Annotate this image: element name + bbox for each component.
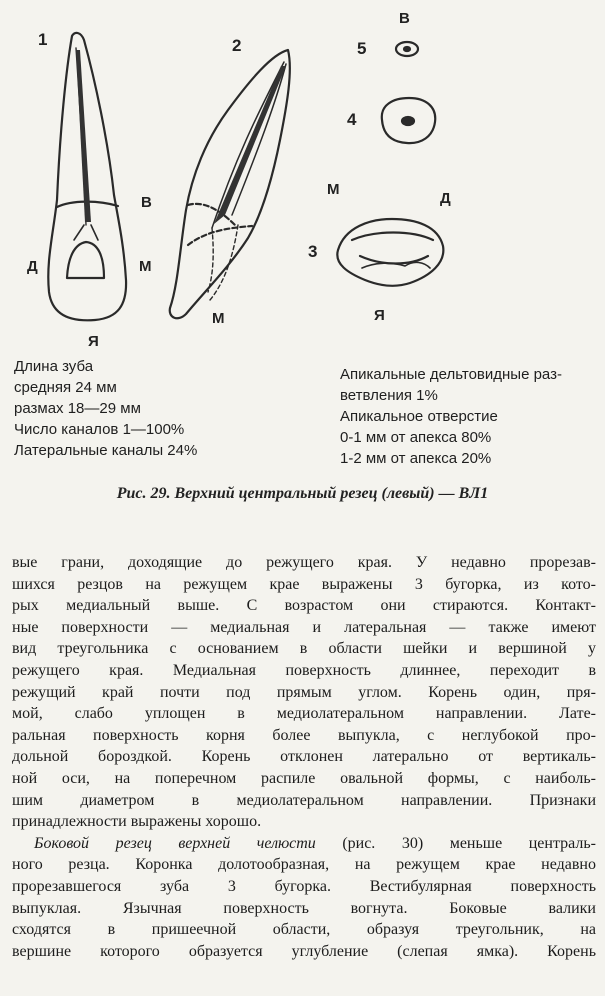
stat-line: Апикальные дельтовидные раз- (340, 366, 562, 383)
view2-canal-fill (214, 66, 286, 224)
text-line: шим диаметром в медиолатеральном направлении. Признаки (12, 791, 596, 809)
stat-line: 0-1 мм от апекса 80% (340, 429, 492, 446)
view-label-3: 3 (308, 242, 318, 261)
figure-caption: Рис. 29. Верхний центральный резец (левый) — ВЛ1 (116, 485, 489, 502)
view-label-1: 1 (38, 30, 48, 49)
view2-cej (188, 204, 236, 226)
text-line: вые грани, доходящие до режущего края. У недавно прорезав- (12, 554, 596, 571)
text-line: мой, слабо уплощен в медиолатеральном направлении. Лате- (12, 705, 596, 723)
section3-outer (337, 219, 443, 286)
stats-left (14, 356, 197, 461)
text-line: вершине которого образуется углубление (слепая ямка). Корень (12, 942, 596, 960)
tooth-figure (0, 0, 605, 470)
view1-pulp-chamber (67, 242, 104, 278)
section5-canal (404, 47, 410, 51)
stat-line: размах 18—29 мм (14, 400, 141, 417)
text-line: ные поверхности — медиальная и латеральная — также имеют (12, 618, 596, 636)
dir-label-v-view1: В (141, 194, 152, 211)
dir-label-m-view2: М (212, 310, 225, 327)
text-line: выпуклая. Язычная поверхность вогнута. Боковые валики (12, 899, 596, 917)
text-line: прорезавшегося зуба 3 бугорка. Вестибулярная поверхность (12, 877, 596, 895)
text-line: принадлежности выражены хорошо. (12, 813, 262, 831)
stat-line: Длина зуба (14, 358, 94, 375)
section3-ridge (352, 233, 433, 241)
view-label-2: 2 (232, 36, 242, 55)
stats-right (340, 364, 562, 469)
text-line: дольной бороздкой. Корень отклонен латерально от вертикаль- (12, 748, 596, 766)
text-line: сходятся в пришеечной области, образуя треугольник, на (12, 921, 596, 939)
section3-fossa-inner (362, 262, 430, 268)
paragraph2-first-line (12, 833, 596, 855)
view1-pulp-walls (74, 225, 98, 240)
text-line: шихся резцов на режущем крае выражены 3 бугорка, из кото- (12, 575, 596, 593)
dir-label-m-section: М (327, 181, 340, 198)
stat-line: 1-2 мм от апекса 20% (340, 450, 492, 467)
body-text (12, 552, 596, 962)
dir-label-d-view1: Д (27, 258, 38, 275)
text-line: режущий край почти под прямым углом. Корень один, пря- (12, 683, 596, 701)
text-line: ральная поверхность корня более выпукла, с неглубокой про- (12, 726, 596, 744)
view-label-5: 5 (357, 39, 367, 58)
dir-label-m-view1: М (139, 258, 152, 275)
view1-canal-fill (76, 50, 91, 222)
view2-mesial-line (210, 225, 238, 300)
text-line: ной оси, на поперечном распиле овальной формы, с наиболь- (12, 769, 596, 787)
text-line: рых медиальный выше. С возрастом они стираются. Контакт- (12, 597, 596, 615)
stat-line: Латеральные каналы 24% (14, 442, 198, 459)
stat-line: средняя 24 мм (14, 379, 117, 396)
stat-line: Число каналов 1—100% (14, 421, 185, 438)
text-line: режущего края. Медиальная поверхность длиннее, переходит в (12, 661, 596, 679)
paragraph2-first-rest: (рис. 30) меньше централь- (315, 834, 596, 852)
dir-label-d-section: Д (440, 190, 451, 207)
view2-canal-inner (232, 64, 286, 215)
dir-label-ya-view1: Я (88, 333, 99, 350)
view2-lingual (188, 226, 252, 245)
section4-canal (402, 117, 414, 125)
stat-line: ветвления 1% (340, 387, 438, 404)
dir-label-ya-section: Я (374, 307, 385, 324)
stat-line: Апикальное отверстие (340, 408, 498, 425)
text-line: вид треугольника с основанием в области шейки и вершиной у (12, 640, 596, 658)
text-line: ного резца. Коронка долотообразная, на режущем крае недавно (12, 856, 596, 874)
dir-label-v-top: В (399, 10, 410, 27)
view-label-4: 4 (347, 110, 357, 129)
paragraph2-italic-term: Боковой резец верхней челюсти (34, 834, 316, 852)
